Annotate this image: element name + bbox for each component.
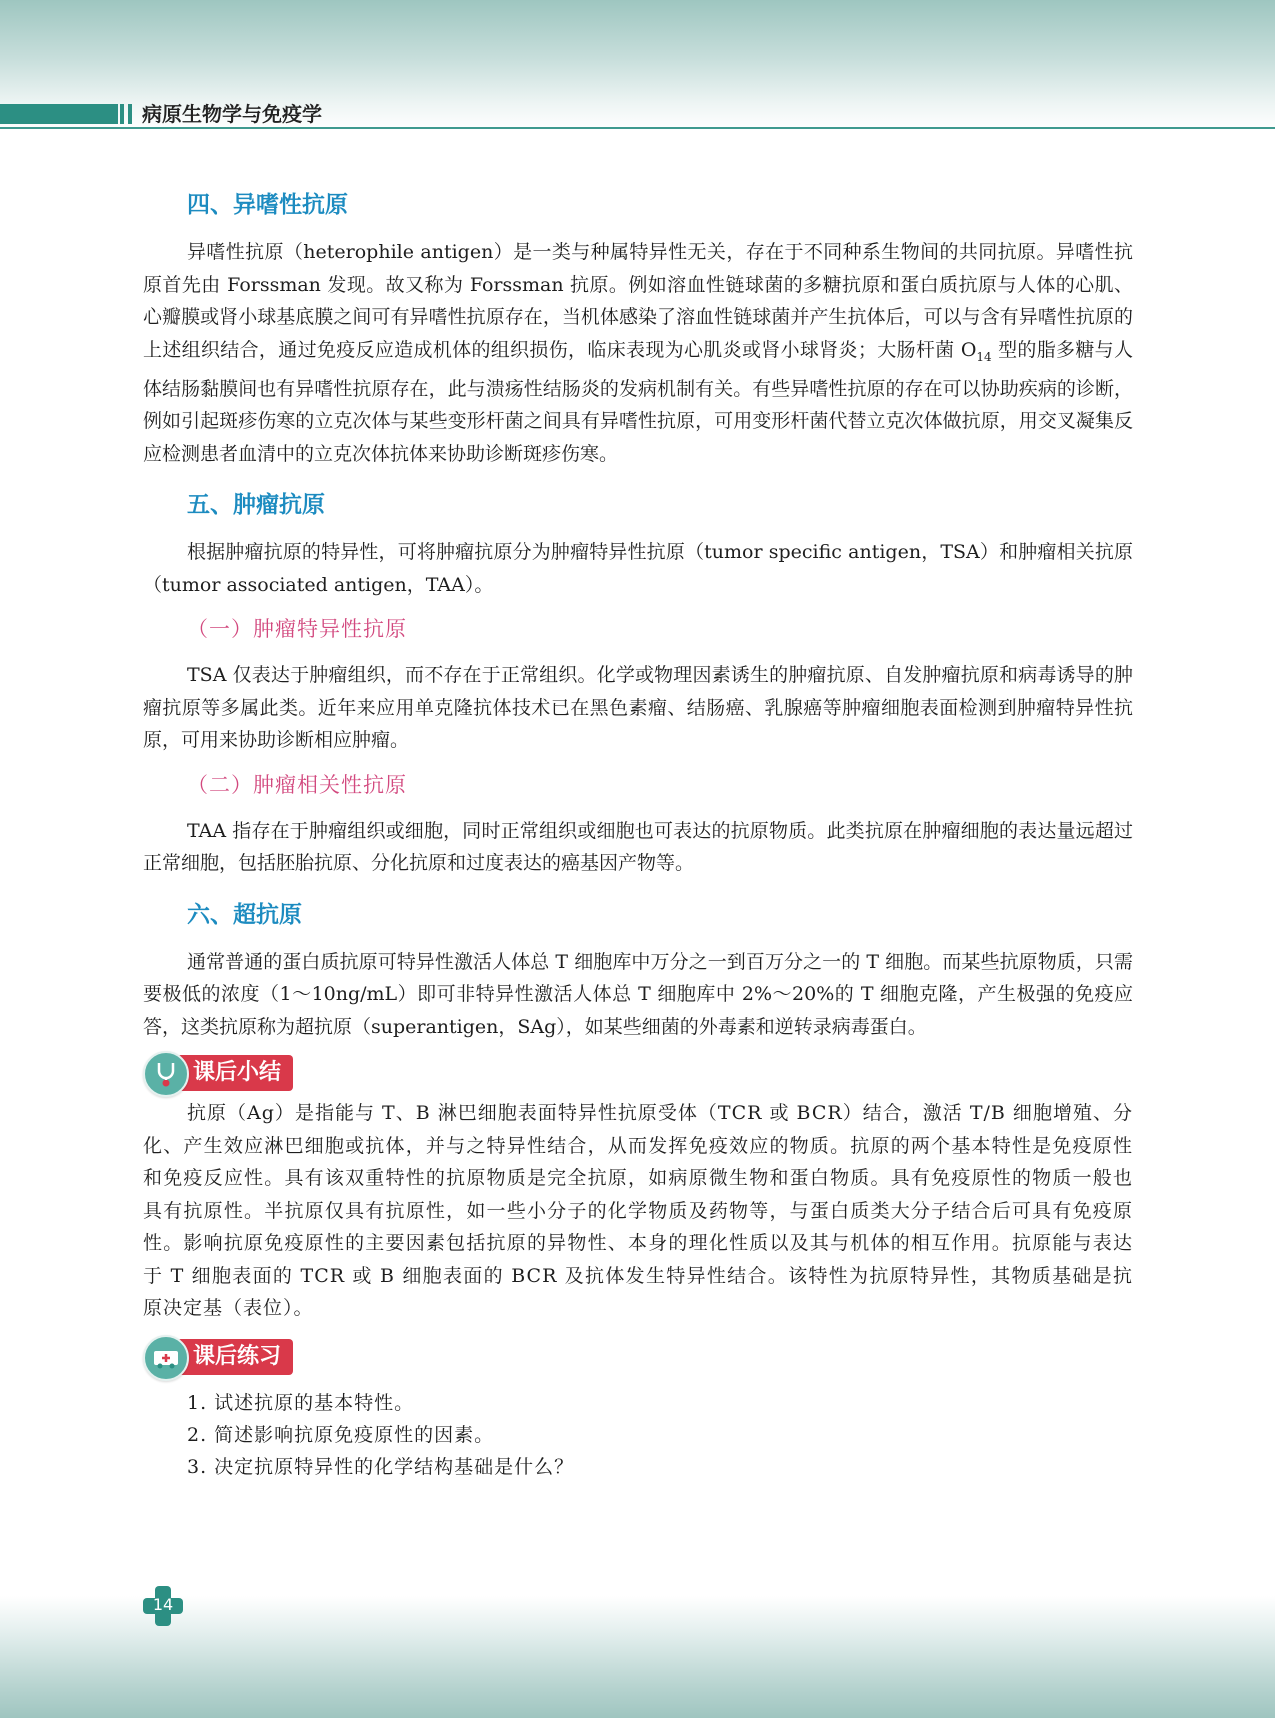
section-heading-superantigen: 六、超抗原 [187, 901, 302, 928]
header-stripes [120, 104, 136, 124]
running-header-title: 病原生物学与免疫学 [142, 102, 322, 126]
header-rule [0, 127, 1275, 129]
header-accent-bar [0, 104, 118, 124]
summary-title-box [143, 1051, 1133, 1097]
subscript-o14: 14 [976, 349, 992, 364]
paragraph-heterophile [143, 236, 1133, 470]
paragraph-superantigen: 通常普通的蛋白质抗原可特异性激活人体总 T 细胞库中万分之一到百万分之一的 T 细胞。而某些抗原物质，只需要极低的浓度（1～10ng/mL）即可非特异性激活人体总 T 细胞库中 2%～20%的 T 细胞克隆，产生极强的免疫应答，这类抗原称为超抗原（superantigen，SAg），如某些细菌的外毒素和逆转录病毒蛋白。 [143, 950, 1133, 1038]
exercise-item: 3. 决定抗原特异性的化学结构基础是什么？ [187, 1455, 575, 1478]
subsection-heading-taa: （二）肿瘤相关性抗原 [187, 772, 407, 797]
bottom-decorative-band [0, 1596, 1275, 1718]
page-number: 14 [152, 1595, 174, 1614]
paragraph-tumor-intro: 根据肿瘤抗原的特异性，可将肿瘤抗原分为肿瘤特异性抗原（tumor specific antigen，TSA）和肿瘤相关抗原（tumor associated antigen，TAA）。 [143, 541, 1133, 596]
paragraph-tsa: TSA 仅表达于肿瘤组织，而不存在于正常组织。化学或物理因素诱生的肿瘤抗原、自发肿瘤抗原和病毒诱导的肿瘤抗原等多属此类。近年来应用单克隆抗体技术已在黑色素瘤、结肠癌、乳腺癌等肿瘤细胞表面检测到肿瘤特异性抗原，可用来协助诊断相应肿瘤。 [143, 664, 1133, 752]
summary-label: 课后小结 [177, 1055, 293, 1091]
stethoscope-icon [143, 1051, 189, 1097]
exercise-list [143, 1387, 1133, 1483]
exercise-item: 2. 简述影响抗原免疫原性的因素。 [187, 1423, 495, 1446]
page-content [143, 186, 1133, 1483]
paragraph-heterophile-part2: 型的脂多糖与人体结肠黏膜间也有异嗜性抗原存在，此与溃疡性结肠炎的发病机制有关。有些异嗜性抗原的存在可以协助疾病的诊断，例如引起斑疹伤寒的立克次体与某些变形杆菌之间具有异嗜性抗原，可用变形杆菌代替立克次体做抗原，用交叉凝集反应检测患者血清中的立克次体抗体来协助诊断斑疹伤寒。 [143, 338, 1133, 465]
summary-text: 抗原（Ag）是指能与 T、B 淋巴细胞表面特异性抗原受体（TCR 或 BCR）结合，激活 T/B 细胞增殖、分化、产生效应淋巴细胞或抗体，并与之特异性结合，从而发挥免疫效应的物质。抗原的两个基本特性是免疫原性和免疫反应性。具有该双重特性的抗原物质是完全抗原，如病原微生物和蛋白物质。具有免疫原性的物质一般也具有抗原性。半抗原仅具有抗原性，如一些小分子的化学物质及药物等，与蛋白质类大分子结合后可具有免疫原性。影响抗原免疫原性的主要因素包括抗原的异物性、本身的理化性质以及其与机体的相互作用。抗原能与表达于 T 细胞表面的 TCR 或 B 细胞表面的 BCR 及抗体发生特异性结合。该特性为抗原特异性，其物质基础是抗原决定基（表位）。 [143, 1102, 1133, 1320]
section-heading-tumor: 五、肿瘤抗原 [187, 492, 325, 519]
exercise-item: 1. 试述抗原的基本特性。 [187, 1391, 415, 1414]
exercise-title-box [143, 1335, 1133, 1381]
section-heading-heterophile: 四、异嗜性抗原 [187, 192, 348, 218]
paragraph-heterophile-part1: 异嗜性抗原（heterophile antigen）是一类与种属特异性无关，存在于不同种系生物间的共同抗原。异嗜性抗原首先由 Forssman 发现。故又称为 Forssman 抗原。例如溶血性链球菌的多糖抗原和蛋白质抗原与人体的心肌、心瓣膜或肾小球基底膜之间可有异嗜性抗原存在，当机体感染了溶血性链球菌并产生抗体后，可以与含有异嗜性抗原的上述组织结合，通过免疫反应造成机体的组织损伤，临床表现为心肌炎或肾小球肾炎；大肠杆菌 O [143, 241, 1133, 361]
subsection-heading-tsa: （一）肿瘤特异性抗原 [187, 617, 407, 642]
ambulance-icon [143, 1335, 189, 1381]
paragraph-taa: TAA 指存在于肿瘤组织或细胞，同时正常组织或细胞也可表达的抗原物质。此类抗原在肿瘤细胞的表达量远超过正常细胞，包括胚胎抗原、分化抗原和过度表达的癌基因产物等。 [143, 819, 1133, 875]
exercise-label: 课后练习 [177, 1339, 293, 1375]
